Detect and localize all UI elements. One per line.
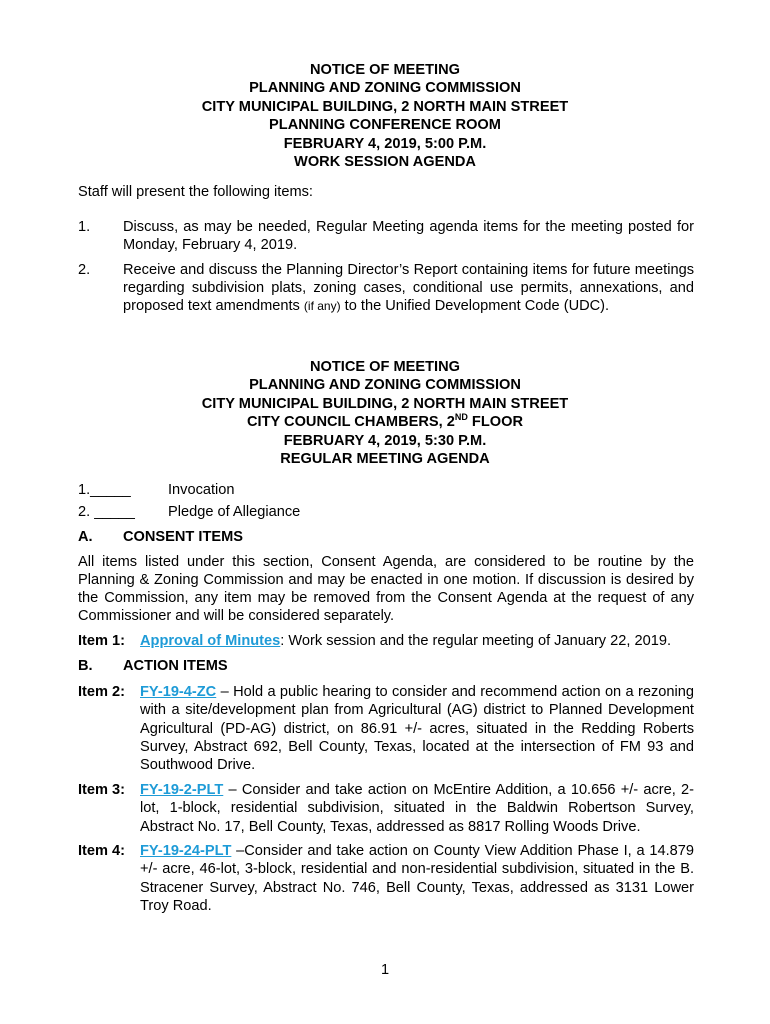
- item-label: Item 4:: [78, 843, 126, 859]
- opening-text: Pledge of Allegiance: [168, 504, 301, 520]
- case-link[interactable]: FY-19-24-PLT: [140, 843, 232, 859]
- opening-number: 2. _____: [78, 504, 135, 520]
- header-line-text: FLOOR: [467, 414, 523, 431]
- header-line: NOTICE OF MEETING: [310, 359, 460, 375]
- item-text: – Hold a public hearing to consider and recommend action on a rezoning with a site/development plan from Agricultural (AG) district to Planned Development Agricultural (PD-AG) district, on 86.91 +/- acres, situated in the Redding Roberts Survey, Abstract 692, Bell County, Texas, located at the intersection of FM 93 and Southwood Drive.: [140, 684, 694, 774]
- header-line: FEBRUARY 4, 2019, 5:30 P.M.: [283, 432, 487, 449]
- item-body: [140, 781, 694, 836]
- section-letter: A.: [78, 529, 93, 545]
- work-item-text-main: Receive and discuss the Planning Director’s Report containing items for future meetings regarding subdivision plats, zoning cases, conditional use permits, annexations, and proposed text amendments: [123, 262, 694, 314]
- consent-description: All items listed under this section, Consent Agenda, are considered to be routine by the Planning & Zoning Commission and may be enacted in one motion. If discussion is desired by the Commission, any item may be removed from the Consent Agenda at the request of any Commissioner and will be considered separately.: [78, 554, 694, 624]
- header-line: PLANNING CONFERENCE ROOM: [269, 117, 501, 134]
- header-line-text: CITY COUNCIL CHAMBERS, 2: [247, 414, 455, 431]
- section-letter: B.: [78, 658, 93, 674]
- case-link[interactable]: FY-19-2-PLT: [140, 782, 224, 798]
- work-item-text-small: (if any): [303, 299, 341, 313]
- work-session-intro: Staff will present the following items:: [78, 184, 313, 200]
- work-item-number: 2.: [78, 262, 91, 278]
- page-number: 1: [380, 962, 390, 978]
- header-line-superscript: ND: [454, 412, 468, 423]
- work-session-header: [0, 61, 770, 171]
- work-item-text: [123, 261, 694, 315]
- item-text: –Consider and take action on County View Addition Phase I, a 14.879 +/- acre, 46-lot, 3-block, residential and non-residential subdivision, situated in the B. Stracener Survey, Abstract No. 746, Bell County, Texas, addressed as 3131 Lower Troy Road.: [140, 843, 694, 914]
- work-item-text: Discuss, as may be needed, Regular Meeting agenda items for the meeting posted for Monday, February 4, 2019.: [123, 219, 694, 253]
- regular-meeting-header: [0, 358, 770, 468]
- item-text: – Consider and take action on McEntire Addition, a 10.656 +/- acre, 2-lot, 1-block, residential subdivision, situated in the Baldwin Robertson Survey, Abstract No. 17, Bell County, Texas, addressed as 8817 Rolling Woods Drive.: [140, 782, 694, 835]
- header-line: PLANNING AND ZONING COMMISSION: [249, 80, 521, 97]
- case-link[interactable]: FY-19-4-ZC: [140, 684, 217, 700]
- header-line: [0, 413, 770, 431]
- work-item-number: 1.: [78, 219, 91, 235]
- header-line: PLANNING AND ZONING COMMISSION: [249, 377, 521, 394]
- item-body: [140, 683, 694, 774]
- header-line: REGULAR MEETING AGENDA: [280, 451, 490, 468]
- item-text: : Work session and the regular meeting of January 22, 2019.: [280, 633, 672, 649]
- item-label: Item 3:: [78, 782, 126, 798]
- section-title: ACTION ITEMS: [123, 658, 228, 674]
- section-title: CONSENT ITEMS: [123, 529, 243, 545]
- opening-number: 1._____: [78, 482, 131, 498]
- header-line: WORK SESSION AGENDA: [294, 154, 476, 171]
- item-label: Item 2:: [78, 684, 126, 700]
- item-label: Item 1:: [78, 633, 126, 649]
- header-line: CITY MUNICIPAL BUILDING, 2 NORTH MAIN STREET: [201, 395, 569, 412]
- opening-text: Invocation: [168, 482, 235, 498]
- header-line: CITY MUNICIPAL BUILDING, 2 NORTH MAIN STREET: [201, 98, 569, 115]
- work-item-text-end: to the Unified Development Code (UDC).: [344, 298, 610, 314]
- item-body: [140, 632, 671, 650]
- header-line: FEBRUARY 4, 2019, 5:00 P.M.: [283, 135, 487, 152]
- minutes-link[interactable]: Approval of Minutes: [140, 633, 281, 649]
- header-line: NOTICE OF MEETING: [310, 62, 460, 78]
- item-body: [140, 842, 694, 915]
